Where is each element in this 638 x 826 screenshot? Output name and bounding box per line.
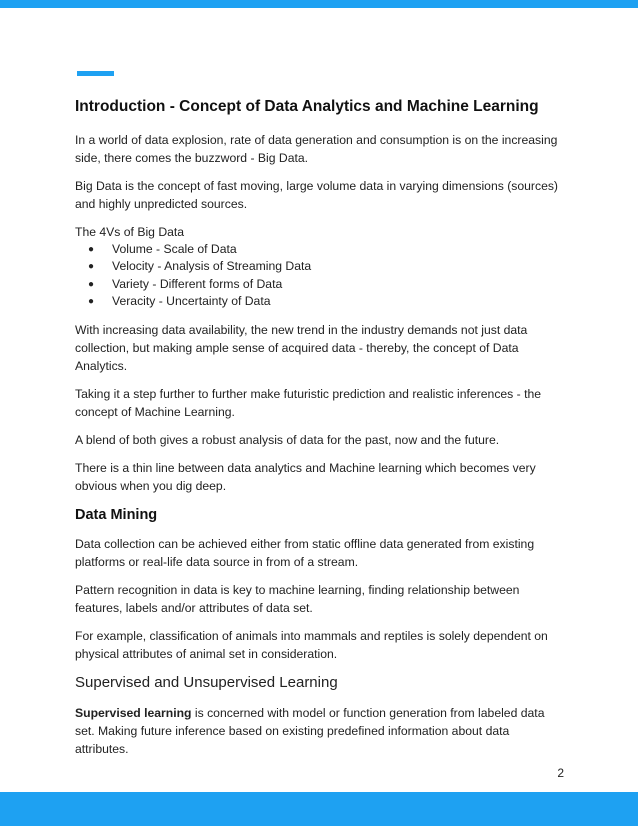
supervised-learning-term: Supervised learning [75, 705, 192, 720]
page-number: 2 [557, 766, 564, 780]
list-item: ● Velocity - Analysis of Streaming Data [88, 258, 565, 275]
intro-paragraph-6: There is a thin line between data analytics and Machine learning which becomes very obvious when you dig deep. [75, 460, 536, 493]
page-title: Introduction - Concept of Data Analytics and Machine Learning [75, 98, 539, 115]
data-mining-paragraph-3: For example, classification of animals into mammals and reptiles is solely dependent on physical attributes of animal set in consideration. [75, 628, 548, 661]
document-body [75, 97, 565, 768]
list-title: The 4Vs of Big Data [75, 225, 185, 239]
intro-paragraph-5: A blend of both gives a robust analysis of data for the past, now and the future. [75, 432, 500, 447]
section-heading-data-mining: Data Mining [75, 506, 158, 523]
intro-paragraph-1: In a world of data explosion, rate of data generation and consumption is on the increasing side, there comes the buzzword - Big Data. [75, 133, 558, 165]
footer-band [0, 792, 638, 826]
learning-paragraph-text: is concerned with model or function generation from labeled data set. Making future inference based on existing predefined information about data attributes. [75, 705, 545, 756]
data-mining-paragraph-1: Data collection can be achieved either from static offline data generated from existing platforms or real-life data source in from of a stream. [75, 536, 535, 569]
accent-bar [77, 71, 114, 76]
data-mining-paragraph-2: Pattern recognition in data is key to machine learning, finding relationship between features, labels and/or attributes of data set. [75, 582, 520, 615]
intro-paragraph-3: With increasing data availability, the new trend in the industry demands not just data collection, but making ample sense of acquired data - thereby, the concept of Data Analytics. [75, 322, 528, 373]
four-vs-list [75, 241, 565, 311]
learning-paragraph-1 [75, 704, 565, 758]
list-item: ● Veracity - Uncertainty of Data [88, 293, 565, 310]
list-item: ● Volume - Scale of Data [88, 241, 565, 258]
intro-paragraph-4: Taking it a step further to further make futuristic prediction and realistic inferences - the concept of Machine Learning. [75, 386, 542, 419]
list-item: ● Variety - Different forms of Data [88, 276, 565, 293]
header-band [0, 0, 638, 8]
intro-paragraph-2: Big Data is the concept of fast moving, large volume data in varying dimensions (sources) and highly unpredicted sources. [75, 179, 558, 211]
section-heading-learning: Supervised and Unsupervised Learning [75, 673, 338, 691]
